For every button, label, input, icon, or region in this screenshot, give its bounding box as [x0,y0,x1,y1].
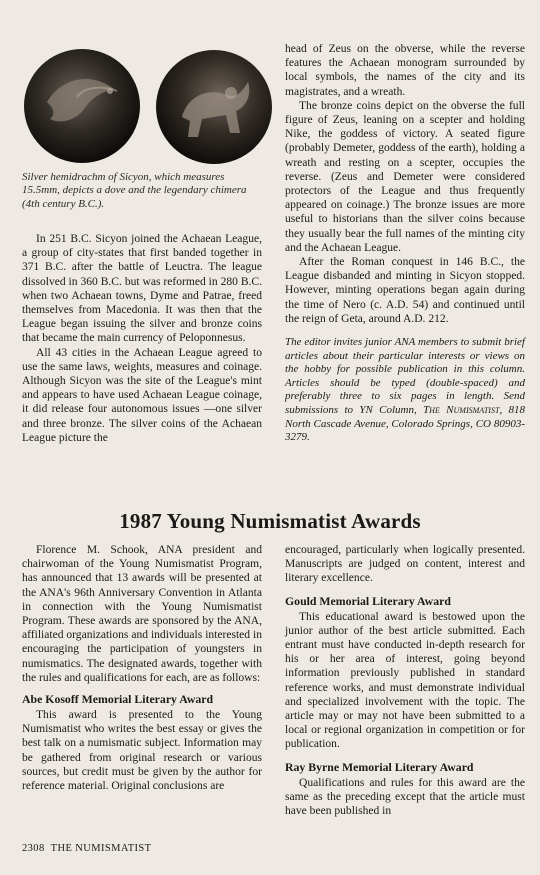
journal-name: The Numismatist [423,404,500,417]
kosoff-award-continued: encouraged, particularly when logically presented. Manuscripts are judged on content, interest and literary excellence. [285,544,525,585]
article-paragraph: All 43 cities in the Achaean League agreed to use the same laws, weights, measures and coinage. Although Sicyon was the site of the League's mint and appears to have used Achaean League coinage, it did release four autonomous issues —one silver and three bronze. The silver coins of the Achaean League picture the [22,346,262,444]
editor-note [285,336,525,445]
journal-title: THE NUMISMATIST [50,843,152,854]
chimera-coin-reverse [156,50,272,164]
gould-award-heading: Gould Memorial Literary Award [285,593,451,608]
editor-note-address: , 818 North Cascade Avenue, Colorado Springs, CO 80903-3279. [285,404,526,444]
dove-coin-obverse [24,49,140,163]
kosoff-award-heading: Abe Kosoff Memorial Literary Award [22,692,214,707]
article-left-column [22,232,262,445]
kosoff-award-text: This award is presented to the Young Numismatist who writes the best essay or gives the best talk on a numismatic subject. Information may be gathered from original research or various sources, but credit must be given by the author for reference material. Original conclusions are [22,709,262,793]
article-paragraph: In 251 B.C. Sicyon joined the Achaean League, a group of city-states that first banded together in 371 B.C. after the battle of Leuctra. The league dissolved in 360 B.C. but was reformed in 280 B.C. when two Achaean towns, Dyme and Patrae, freed themselves from Macedonia. It was then that the League began issuing the silver and bronze coins that became the main currency of Peloponnesus. [22,233,262,345]
article-paragraph: After the Roman conquest in 146 B.C., the League disbanded and minting in Sicyon stopped. However, minting operations began again during the time of Nero (c. A.D. 54) and continued until the reign of Geta, around A.D. 212. [285,256,525,325]
awards-intro: Florence M. Schook, ANA president and chairwoman of the Young Numismatist Program, has announced that 13 awards will be presented at the ANA's 96th Anniversary Convention in Atlanta in connection with the Young Numismatist Program. These awards are sponsored by the ANA, affiliated organizations and individuals interested in encouraging the participation of youngsters in numismatics. The designated awards, together with the rules and qualifications for each, are as follows: [22,544,262,684]
awards-left-column [22,543,262,793]
page-number: 2308 [22,843,45,854]
byrne-award-heading: Ray Byrne Memorial Literary Award [285,759,474,774]
page-footer [22,843,151,854]
gould-award-text: This educational award is bestowed upon the junior author of the best article submitted. Each entrant must have conducted in-depth research for his or her area of interest, going beyond information previously published in standard reference works, and must demonstrate individual and specialized involvement with the topic. The article may or may not have been submitted to a local or regional organization in competition or for publication. [285,610,525,751]
article-paragraph: The bronze coins depict on the obverse the full figure of Zeus, leaning on a scepter and holding Nike, the goddess of victory. A seated figure (probably Demeter, goddess of the earth), holding a wreath and resting on a scepter, occupies the reverse. (Zeus and Demeter were considered protectors of the League and thus frequently appeared on coinage.) The bronze issues are more useful to historians than the silver coins because they usually bear the full names of the minting city and the Achaean League. [285,99,525,254]
awards-right-column [285,543,525,818]
byrne-award-text: Qualifications and rules for this award are the same as the preceding except that the article must have been published in [285,776,525,818]
editor-note-text: The editor invites junior ANA members to submit brief articles about their particular interests or views on the hobby for possible publication in this column. Articles should be typed (double-spaced) and preferably three to six pages in length. Send submissions to YN Column, [285,336,525,417]
section-headline: 1987 Young Numismatist Awards [119,509,421,533]
article-paragraph: head of Zeus on the obverse, while the reverse features the Achaean monogram surrounded by local symbols, the names of the city and its magistrates, and a wreath. [285,43,525,98]
article-right-column [285,42,525,445]
coin-photo [22,47,277,165]
figure-caption: Silver hemidrachm of Sicyon, which measures 15.5mm, depicts a dove and the legendary chimera (4th century B.C.). [22,171,247,210]
